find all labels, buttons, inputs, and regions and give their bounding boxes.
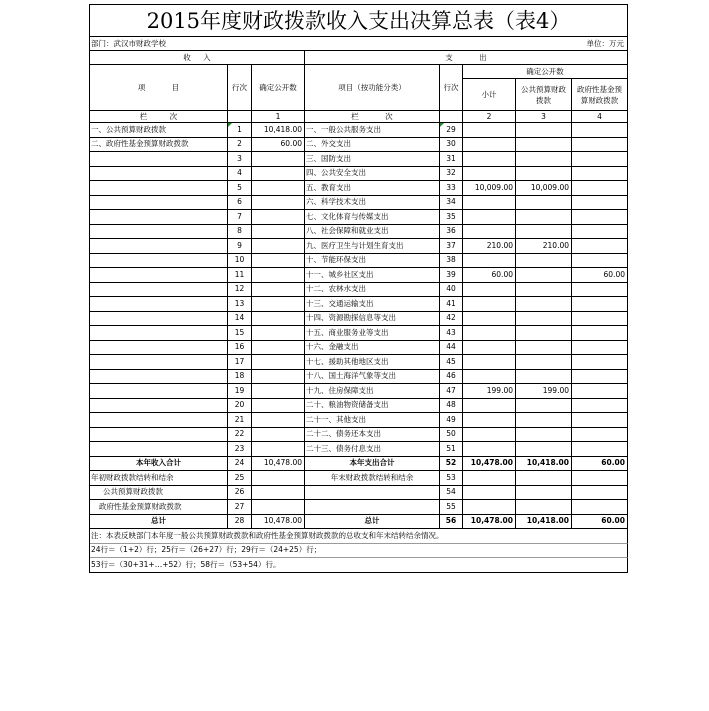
expense-item-cell: 年末财政拨款结转和结余 — [305, 471, 440, 486]
expense-item-cell: 十七、援助其他地区支出 — [305, 355, 440, 370]
fund-budget-cell — [572, 239, 628, 254]
expense-item-cell: 七、文化体育与传媒支出 — [305, 210, 440, 225]
subtotal-cell — [463, 254, 516, 269]
income-line-cell: 20 — [228, 399, 252, 414]
expense-item-cell: 十五、商业服务业等支出 — [305, 326, 440, 341]
income-item-cell: 一、公共预算财政拨款 — [90, 123, 228, 138]
general-budget-cell — [516, 152, 572, 167]
income-amount-cell — [252, 181, 305, 196]
income-line-header: 行次 — [228, 65, 252, 111]
fund-budget-cell — [572, 413, 628, 428]
fund-budget-cell — [572, 384, 628, 399]
income-amount-cell — [252, 442, 305, 457]
income-item-cell — [90, 167, 228, 182]
general-budget-cell — [516, 471, 572, 486]
expense-item-cell: 十九、住房保障支出 — [305, 384, 440, 399]
general-budget-cell — [516, 399, 572, 414]
sheet-title: 2015年度财政拨款收入支出决算总表（表4） — [90, 5, 628, 37]
general-budget-cell — [516, 370, 572, 385]
expense-line-cell: 30 — [440, 138, 463, 153]
column-index-2: 2 — [463, 111, 516, 123]
subtotal-cell — [463, 428, 516, 443]
income-line-cell: 18 — [228, 370, 252, 385]
expense-item-cell: 十一、城乡社区支出 — [305, 268, 440, 283]
general-budget-cell: 210.00 — [516, 239, 572, 254]
income-item-cell — [90, 428, 228, 443]
general-budget-header: 公共预算财政拨款 — [516, 79, 572, 111]
expense-item-cell: 六、科学技术支出 — [305, 196, 440, 211]
expense-item-cell: 八、社会保障和就业支出 — [305, 225, 440, 240]
note-line-1: 注：本表反映部门本年度一般公共预算财政拨款和政府性基金预算财政拨款的总收支和年末结转结余情况。 — [90, 529, 628, 544]
income-line-cell: 1 — [228, 123, 252, 138]
expense-section-header: 支 出 — [305, 51, 628, 65]
expense-line-cell: 35 — [440, 210, 463, 225]
general-budget-cell: 10,009.00 — [516, 181, 572, 196]
income-item-cell — [90, 355, 228, 370]
income-amount-cell — [252, 152, 305, 167]
expense-line-cell: 52 — [440, 457, 463, 472]
expense-item-cell: 一、一般公共服务支出 — [305, 123, 440, 138]
income-item-cell — [90, 181, 228, 196]
fund-budget-cell — [572, 196, 628, 211]
subtotal-cell — [463, 500, 516, 515]
income-line-cell: 26 — [228, 486, 252, 501]
income-amount-cell — [252, 268, 305, 283]
expense-line-cell: 45 — [440, 355, 463, 370]
dept-unit-row — [90, 37, 628, 51]
fund-budget-cell — [572, 254, 628, 269]
fund-budget-cell — [572, 210, 628, 225]
income-line-cell: 5 — [228, 181, 252, 196]
expense-item-header: 项目（按功能分类） — [305, 65, 440, 111]
general-budget-cell: 10,418.00 — [516, 457, 572, 472]
general-budget-cell — [516, 210, 572, 225]
expense-line-cell: 53 — [440, 471, 463, 486]
income-amount-cell — [252, 210, 305, 225]
subtotal-cell — [463, 196, 516, 211]
income-item-cell: 政府性基金预算财政拨款 — [90, 500, 228, 515]
general-budget-cell — [516, 413, 572, 428]
fund-budget-cell — [572, 138, 628, 153]
subtotal-cell — [463, 341, 516, 356]
expense-line-header: 行次 — [440, 65, 463, 111]
income-item-cell — [90, 239, 228, 254]
expense-item-cell: 三、国防支出 — [305, 152, 440, 167]
empty-cell — [440, 111, 463, 123]
income-item-cell — [90, 210, 228, 225]
subtotal-cell: 10,478.00 — [463, 457, 516, 472]
income-item-cell — [90, 384, 228, 399]
income-line-cell: 21 — [228, 413, 252, 428]
expense-item-cell: 十四、资源勘探信息等支出 — [305, 312, 440, 327]
subtotal-header: 小计 — [463, 79, 516, 111]
fund-budget-cell — [572, 355, 628, 370]
income-item-cell — [90, 326, 228, 341]
general-budget-cell — [516, 341, 572, 356]
general-budget-cell — [516, 297, 572, 312]
income-amount-cell — [252, 500, 305, 515]
income-amount-cell: 10,478.00 — [252, 457, 305, 472]
expense-item-cell: 十、节能环保支出 — [305, 254, 440, 269]
fund-budget-cell — [572, 312, 628, 327]
income-amount-cell — [252, 254, 305, 269]
fund-budget-cell — [572, 341, 628, 356]
income-line-cell: 13 — [228, 297, 252, 312]
department-label: 部门：武汉市财政学校 — [91, 38, 166, 48]
income-amount-cell — [252, 326, 305, 341]
fund-budget-cell: 60.00 — [572, 457, 628, 472]
subtotal-cell: 199.00 — [463, 384, 516, 399]
subtotal-cell — [463, 312, 516, 327]
expense-line-cell: 50 — [440, 428, 463, 443]
expense-item-cell: 二、外交支出 — [305, 138, 440, 153]
income-item-cell — [90, 152, 228, 167]
income-item-cell — [90, 268, 228, 283]
expense-line-cell: 49 — [440, 413, 463, 428]
expense-item-cell: 十六、金融支出 — [305, 341, 440, 356]
unit-label: 单位：万元 — [586, 38, 624, 48]
expense-item-cell: 四、公共安全支出 — [305, 167, 440, 182]
income-line-cell: 28 — [228, 515, 252, 530]
income-line-cell: 27 — [228, 500, 252, 515]
income-amount-cell — [252, 486, 305, 501]
income-amount-cell — [252, 283, 305, 298]
expense-line-cell: 48 — [440, 399, 463, 414]
expense-line-cell: 29 — [440, 123, 463, 138]
expense-line-cell: 33 — [440, 181, 463, 196]
general-budget-cell — [516, 355, 572, 370]
income-line-cell: 16 — [228, 341, 252, 356]
subtotal-cell — [463, 399, 516, 414]
general-budget-cell — [516, 225, 572, 240]
income-amount-cell — [252, 384, 305, 399]
expense-line-cell: 39 — [440, 268, 463, 283]
income-amount-cell — [252, 355, 305, 370]
expense-line-cell: 44 — [440, 341, 463, 356]
income-item-cell: 年初财政拨款结转和结余 — [90, 471, 228, 486]
general-budget-cell — [516, 167, 572, 182]
expense-line-cell: 54 — [440, 486, 463, 501]
income-amount-cell — [252, 341, 305, 356]
expense-line-cell: 41 — [440, 297, 463, 312]
subtotal-cell — [463, 413, 516, 428]
subtotal-cell — [463, 370, 516, 385]
fund-budget-cell — [572, 428, 628, 443]
expense-item-cell: 二十二、债务还本支出 — [305, 428, 440, 443]
subtotal-cell — [463, 471, 516, 486]
fund-budget-cell — [572, 283, 628, 298]
general-budget-cell — [516, 326, 572, 341]
income-line-cell: 10 — [228, 254, 252, 269]
income-item-cell: 二、政府性基金预算财政拨款 — [90, 138, 228, 153]
subtotal-cell — [463, 225, 516, 240]
column-index-4: 4 — [572, 111, 628, 123]
income-line-cell: 19 — [228, 384, 252, 399]
general-budget-cell — [516, 442, 572, 457]
subtotal-cell — [463, 326, 516, 341]
income-item-cell — [90, 399, 228, 414]
fund-budget-cell — [572, 486, 628, 501]
general-budget-cell — [516, 138, 572, 153]
income-line-cell: 17 — [228, 355, 252, 370]
expense-line-cell: 51 — [440, 442, 463, 457]
general-budget-cell — [516, 283, 572, 298]
column-index-label-2: 栏 次 — [305, 111, 440, 123]
income-item-cell — [90, 370, 228, 385]
income-amount-cell — [252, 297, 305, 312]
note-line-3: 53行＝（30+31+…+52）行；58行＝（53+54）行。 — [90, 558, 628, 573]
expense-item-cell — [305, 486, 440, 501]
expense-line-cell: 56 — [440, 515, 463, 530]
subtotal-cell — [463, 210, 516, 225]
income-item-cell — [90, 254, 228, 269]
expense-line-cell: 55 — [440, 500, 463, 515]
income-item-cell: 公共预算财政拨款 — [90, 486, 228, 501]
subtotal-cell — [463, 355, 516, 370]
income-line-cell: 11 — [228, 268, 252, 283]
income-amount-cell — [252, 399, 305, 414]
income-line-cell: 2 — [228, 138, 252, 153]
income-item-header: 项 目 — [90, 65, 228, 111]
income-amount-cell: 10,478.00 — [252, 515, 305, 530]
income-item-cell — [90, 442, 228, 457]
fund-budget-cell — [572, 123, 628, 138]
income-item-cell — [90, 341, 228, 356]
income-item-cell — [90, 297, 228, 312]
income-line-cell: 8 — [228, 225, 252, 240]
fund-budget-cell — [572, 326, 628, 341]
income-line-cell: 15 — [228, 326, 252, 341]
general-budget-cell: 199.00 — [516, 384, 572, 399]
general-budget-cell — [516, 428, 572, 443]
income-line-cell: 3 — [228, 152, 252, 167]
subtotal-cell: 60.00 — [463, 268, 516, 283]
income-amount-cell — [252, 196, 305, 211]
income-amount-header: 确定公开数 — [252, 65, 305, 111]
general-budget-cell: 10,418.00 — [516, 515, 572, 530]
income-amount-cell — [252, 370, 305, 385]
fund-budget-cell — [572, 152, 628, 167]
fund-budget-cell — [572, 167, 628, 182]
income-line-cell: 6 — [228, 196, 252, 211]
income-item-cell — [90, 225, 228, 240]
subtotal-cell — [463, 486, 516, 501]
general-budget-cell — [516, 500, 572, 515]
fund-budget-cell: 60.00 — [572, 268, 628, 283]
income-item-cell: 本年收入合计 — [90, 457, 228, 472]
income-item-cell — [90, 413, 228, 428]
income-amount-cell: 60.00 — [252, 138, 305, 153]
income-line-cell: 7 — [228, 210, 252, 225]
subtotal-cell: 210.00 — [463, 239, 516, 254]
expense-line-cell: 31 — [440, 152, 463, 167]
expense-item-cell — [305, 500, 440, 515]
general-budget-cell — [516, 254, 572, 269]
income-line-cell: 23 — [228, 442, 252, 457]
expense-line-cell: 47 — [440, 384, 463, 399]
income-amount-cell — [252, 167, 305, 182]
income-line-cell: 24 — [228, 457, 252, 472]
subtotal-cell: 10,009.00 — [463, 181, 516, 196]
general-budget-cell — [516, 486, 572, 501]
general-budget-cell — [516, 123, 572, 138]
final-accounts-table — [89, 4, 628, 573]
subtotal-cell: 10,478.00 — [463, 515, 516, 530]
fund-budget-cell — [572, 442, 628, 457]
expense-line-cell: 40 — [440, 283, 463, 298]
expense-line-cell: 42 — [440, 312, 463, 327]
income-amount-cell — [252, 413, 305, 428]
expense-item-cell: 二十一、其他支出 — [305, 413, 440, 428]
subtotal-cell — [463, 152, 516, 167]
fund-budget-cell — [572, 225, 628, 240]
expense-item-cell: 五、教育支出 — [305, 181, 440, 196]
subtotal-cell — [463, 442, 516, 457]
empty-cell — [228, 111, 252, 123]
expense-line-cell: 43 — [440, 326, 463, 341]
expense-line-cell: 32 — [440, 167, 463, 182]
income-item-cell — [90, 312, 228, 327]
fund-budget-header: 政府性基金预算财政拨款 — [572, 79, 628, 111]
expense-line-cell: 37 — [440, 239, 463, 254]
fund-budget-cell — [572, 181, 628, 196]
subtotal-cell — [463, 138, 516, 153]
income-line-cell: 9 — [228, 239, 252, 254]
expense-item-cell: 总计 — [305, 515, 440, 530]
expense-line-cell: 34 — [440, 196, 463, 211]
fund-budget-cell — [572, 471, 628, 486]
expense-item-cell: 十三、交通运输支出 — [305, 297, 440, 312]
income-line-cell: 25 — [228, 471, 252, 486]
subtotal-cell — [463, 297, 516, 312]
expense-item-cell: 二十、粮油物资储备支出 — [305, 399, 440, 414]
general-budget-cell — [516, 196, 572, 211]
subtotal-cell — [463, 123, 516, 138]
general-budget-cell — [516, 312, 572, 327]
income-line-cell: 4 — [228, 167, 252, 182]
column-index-1: 1 — [252, 111, 305, 123]
expense-item-cell: 十八、国土海洋气象等支出 — [305, 370, 440, 385]
income-item-cell: 总计 — [90, 515, 228, 530]
column-index-label: 栏 次 — [90, 111, 228, 123]
fund-budget-cell — [572, 399, 628, 414]
expense-item-cell: 九、医疗卫生与计划生育支出 — [305, 239, 440, 254]
general-budget-cell — [516, 268, 572, 283]
expense-item-cell: 本年支出合计 — [305, 457, 440, 472]
income-amount-cell — [252, 471, 305, 486]
expense-amount-header: 确定公开数 — [463, 65, 628, 79]
note-line-2: 24行＝（1+2）行；25行＝（26+27）行；29行＝（24+25）行； — [90, 544, 628, 559]
expense-line-cell: 38 — [440, 254, 463, 269]
expense-item-cell: 二十三、债务付息支出 — [305, 442, 440, 457]
fund-budget-cell — [572, 297, 628, 312]
expense-line-cell: 36 — [440, 225, 463, 240]
column-index-3: 3 — [516, 111, 572, 123]
expense-item-cell: 十二、农林水支出 — [305, 283, 440, 298]
income-item-cell — [90, 283, 228, 298]
income-line-cell: 14 — [228, 312, 252, 327]
income-amount-cell — [252, 312, 305, 327]
income-amount-cell — [252, 225, 305, 240]
fund-budget-cell — [572, 370, 628, 385]
income-amount-cell — [252, 428, 305, 443]
income-line-cell: 12 — [228, 283, 252, 298]
income-amount-cell: 10,418.00 — [252, 123, 305, 138]
expense-line-cell: 46 — [440, 370, 463, 385]
fund-budget-cell: 60.00 — [572, 515, 628, 530]
income-line-cell: 22 — [228, 428, 252, 443]
income-section-header: 收 入 — [90, 51, 305, 65]
subtotal-cell — [463, 167, 516, 182]
income-amount-cell — [252, 239, 305, 254]
fund-budget-cell — [572, 500, 628, 515]
income-item-cell — [90, 196, 228, 211]
subtotal-cell — [463, 283, 516, 298]
